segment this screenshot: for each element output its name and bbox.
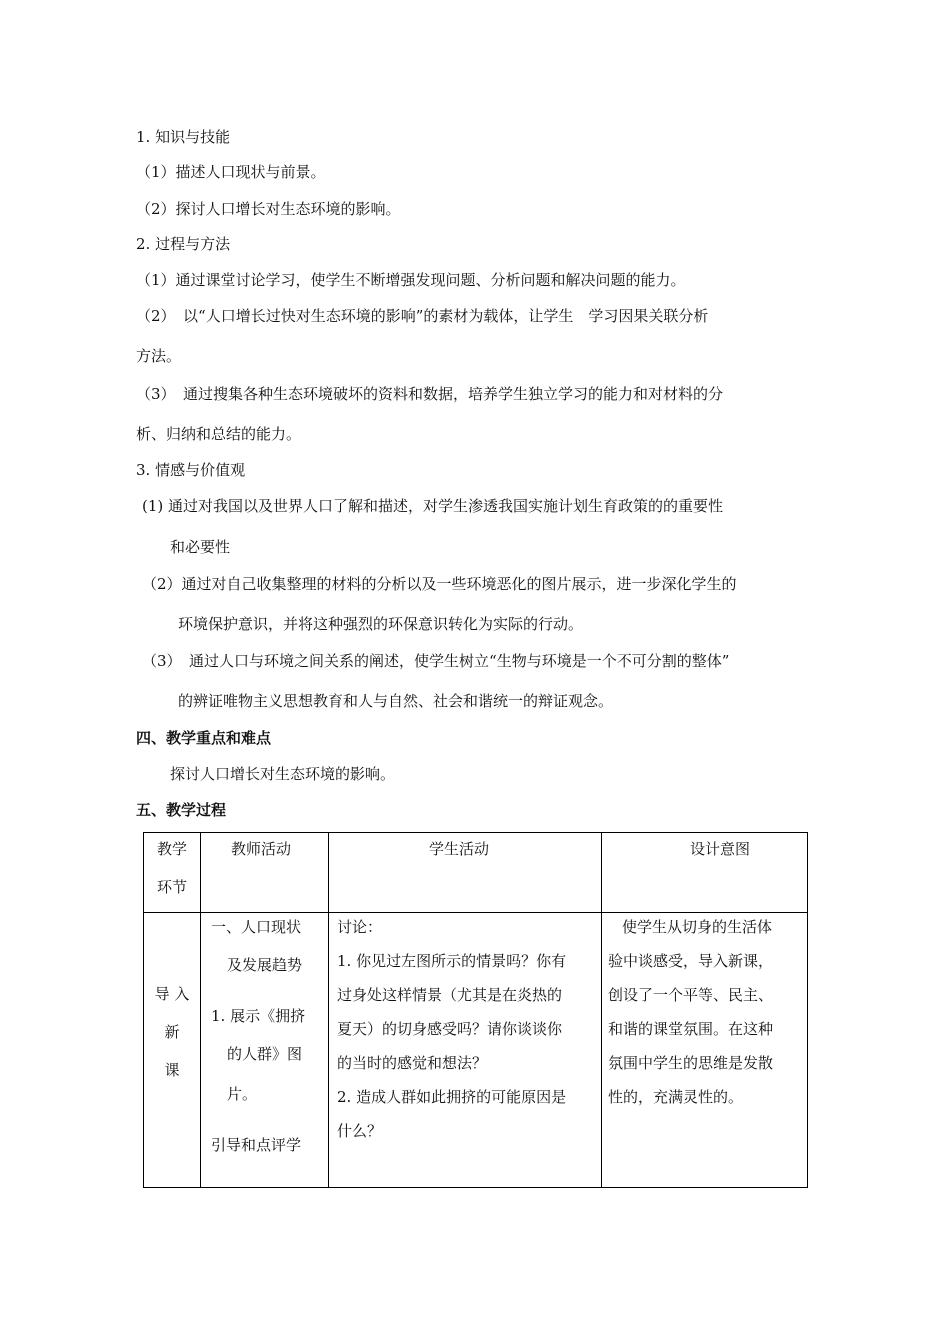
intent-line: 和谐的课堂氛围。在这种 (608, 1020, 774, 1038)
objective-process-item-2-cont: 方法。 (136, 347, 182, 365)
intent-line: 验中谈感受，导入新课， (608, 952, 774, 970)
table-row (144, 913, 808, 1188)
objective-process-item-3-cont: 析、归纳和总结的能力。 (136, 425, 302, 443)
student-line: 的当时的感觉和想法？ (337, 1054, 488, 1072)
teacher-line: 片。 (227, 1085, 258, 1103)
student-line: 2. 造成人群如此拥挤的可能原因是 (337, 1088, 567, 1106)
table-header-row (144, 833, 808, 913)
objective-process-item-3: （3） 通过搜集各种生态环境破坏的资料和数据，培养学生独立学习的能力和对材料的分 (136, 385, 724, 403)
objective-knowledge-item-2: （2）探讨人口增长对生态环境的影响。 (136, 200, 401, 218)
intent-line: 创设了一个平等、民主、 (608, 986, 774, 1004)
teacher-line: 一、人口现状 (211, 918, 302, 936)
student-line: 什么？ (337, 1122, 383, 1140)
teacher-line: 引导和点评学 (211, 1136, 302, 1154)
student-line: 过身处这样情景（尤其是在炎热的 (337, 986, 563, 1004)
header-intent: 设计意图 (602, 833, 808, 913)
objective-values-item-2-cont: 环境保护意识，并将这种强烈的环保意识转化为实际的行动。 (178, 615, 584, 633)
objective-process-item-1: （1）通过课堂讨论学习，使学生不断增强发现问题、分析问题和解决问题的能力。 (136, 271, 686, 289)
objective-values-item-3-cont: 的辨证唯物主义思想教育和人与自然、社会和谐统一的辩证观念。 (178, 692, 614, 710)
objective-values-item-1-cont: 和必要性 (170, 538, 231, 556)
objective-values-title: 3. 情感与价值观 (136, 461, 246, 479)
row-student-activity (329, 913, 602, 1188)
row-stage-line-1: 导 入 (154, 985, 190, 1003)
objective-process-item-2: （2） 以“人口增长过快对生态环境的影响”的素材为载体，让学生 学习因果关联分析 (136, 307, 709, 325)
header-student: 学生活动 (329, 833, 602, 913)
header-teacher: 教师活动 (201, 833, 329, 913)
header-stage-line-1: 教学 (156, 840, 187, 858)
teaching-process-table (143, 832, 808, 1188)
student-line: 夏天）的切身感受吗？请你谈谈你 (337, 1020, 563, 1038)
objective-values-item-1: (1) 通过对我国以及世界人口了解和描述，对学生渗透我国实施计划生育政策的的重要性 (142, 497, 724, 515)
student-line: 讨论： (337, 918, 383, 936)
section-5-heading: 五、教学过程 (136, 801, 227, 819)
intent-line: 性的，充满灵性的。 (608, 1088, 744, 1106)
row-stage-line-2: 新 (164, 1023, 180, 1041)
row-stage-line-3: 课 (164, 1061, 180, 1079)
objective-values-item-3: （3） 通过人口与环境之间关系的阐述，使学生树立“生物与环境是一个不可分割的整体” (142, 652, 730, 670)
teacher-line: 的人群》图 (227, 1045, 303, 1063)
row-teacher-activity (201, 913, 329, 1188)
intent-line: 氛围中学生的思维是发散 (608, 1054, 774, 1072)
objective-knowledge-item-1: （1）描述人口现状与前景。 (136, 163, 326, 181)
row-stage (144, 913, 201, 1188)
section-4-text: 探讨人口增长对生态环境的影响。 (170, 765, 396, 783)
header-stage-line-2: 环节 (156, 878, 187, 896)
teacher-line: 1. 展示《拥挤 (211, 1007, 306, 1025)
objective-knowledge-title: 1. 知识与技能 (136, 128, 231, 146)
student-line: 1. 你见过左图所示的情景吗？你有 (337, 952, 567, 970)
intent-line: 使学生从切身的生活体 (622, 918, 773, 936)
header-stage (144, 833, 201, 913)
objective-values-item-2: （2）通过对自己收集整理的材料的分析以及一些环境恶化的图片展示，进一步深化学生的 (142, 575, 737, 593)
objective-process-title: 2. 过程与方法 (136, 235, 231, 253)
teacher-line: 及发展趋势 (227, 956, 303, 974)
row-design-intent (602, 913, 808, 1188)
section-4-heading: 四、教学重点和难点 (136, 729, 272, 747)
